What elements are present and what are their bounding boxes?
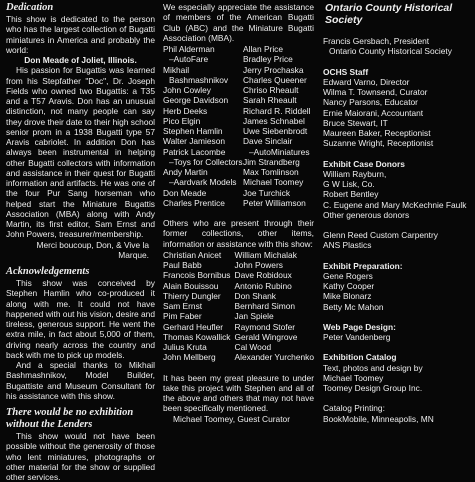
member-name: Stephen Hamlin	[163, 126, 223, 136]
contributor-name: Gerald Wingrove	[234, 331, 298, 342]
lenders-heading: There would be no exhibition without the Lenders	[6, 407, 134, 430]
member-name: Dave Sinclair	[243, 136, 293, 147]
staff-name: Suzanne Wright, Receptionist	[323, 138, 434, 149]
dedication-intro: This show is dedicated to the person who has the largest collection of Bugatti miniatures in America and probably the world:	[6, 14, 155, 55]
member-name: James Schnabel	[243, 115, 305, 126]
member-name: –Aardvark Models	[169, 177, 237, 188]
member-name: Bradley Price	[243, 54, 293, 65]
staff-name: Nancy Parsons, Educator	[323, 97, 418, 108]
contributor-name: John Mellberg	[163, 352, 216, 363]
member-name: Charles Queener	[243, 74, 307, 85]
lenders-text: This show would not have been possible without the generosity of those who lent miniatures, photographs or other material for the show or supplied other services.	[6, 431, 155, 482]
member-name: John Cowley	[163, 85, 211, 95]
preparer-name: Gene Rogers	[323, 270, 373, 281]
acknowledgements-p2: And a special thanks to Mikhail Bashmashnikov, Model Builder, Bugattiste and Museum Consultant for his assistance with this show.	[6, 360, 155, 401]
donor-name: Robert Bentley	[323, 189, 379, 200]
member-name: Pico Elgin	[163, 115, 201, 126]
donor-name: William Rayburn,	[323, 168, 387, 179]
member-name: Jim Strandberg	[243, 156, 300, 167]
closing-note: It has been my great pleasure to under take this project with Stephen and all of the above and others that may not have been specifically mentioned.	[163, 372, 314, 414]
carpentry-block	[323, 230, 473, 251]
contributor-name: Don Shank	[234, 290, 276, 301]
member-name: Chriso Rheault	[243, 85, 299, 95]
contributor-name: Paul Babb	[163, 260, 202, 270]
member-name: Andy Martin	[163, 167, 208, 177]
president-block	[323, 36, 473, 57]
donor-name: G W Lisk, Co.	[323, 179, 375, 189]
club-members-list	[163, 44, 314, 208]
club-members-right	[243, 44, 311, 208]
member-name: Sarah Rheault	[243, 95, 297, 106]
contributor-name: Thomas Kowallick	[163, 331, 231, 342]
others-left	[163, 250, 235, 363]
credit-line: Glenn Reed Custom Carpentry	[323, 230, 438, 240]
member-name: Phil Alderman	[163, 44, 215, 54]
others-intro: Others who are present through their former collections, other items, information or assistance with this show:	[163, 218, 314, 249]
contributor-name: Dave Robidoux	[234, 270, 292, 281]
member-name: Joe Turchick	[243, 187, 291, 198]
contributor-name: Jan Spiele	[234, 311, 274, 322]
others-list	[163, 250, 314, 363]
member-name: –AutoFare	[169, 54, 209, 65]
dedication-body: His passion for Bugattis was learned from his Stepfather "Doc", Dr. Joseph Fields who owned two Bugattis: a T35 and a T57 Aravis. Don has an unusual distinction, not many people can say they drove their date to their high school senior prom in a 1938 Bugatti type 57 Aravis cabriolet. In addition Don has always been instrumental in helping other Bugatti collectors with information and assistance in their quest for Bugatti information and artifacts. He was one of the four Pur Sang horseman who helped start the Miniature Bugattis Association (MBA) along with Andy Martin, its first editor, Sam Ernst and John Powers, treasurer/membership.	[6, 65, 155, 240]
contributor-name: Antonio Rubino	[234, 280, 292, 291]
credit-line: ANS Plastics	[323, 240, 372, 251]
web-design-heading: Web Page Design:	[323, 321, 396, 332]
member-name: Jerry Prochaska	[243, 64, 304, 75]
contributor-name: Alain Bouissou	[163, 280, 219, 291]
others-right	[235, 250, 314, 363]
member-name: Max Tomlinson	[243, 167, 299, 177]
club-members-left	[163, 44, 243, 208]
member-name: –Toys for Collectors	[169, 156, 243, 167]
ochs-staff-heading: OCHS Staff	[323, 66, 369, 77]
preparer-name: Kathy Cooper	[323, 281, 375, 291]
column-credits	[323, 2, 473, 424]
club-thanks-intro: We especially appreciate the assistance of members of the American Bugatti Club (ABC) and the Miniature Bugatti Association (MBA).	[163, 2, 314, 43]
member-name: Allan Price	[243, 44, 284, 54]
acknowledgements-p1: This show was conceived by Stephen Hamlin who co-produced it along with me. It could not have happened with out his vision, desire and tireless, generous support. He went the extra mile, in fact about 5,000 of them, driving nearly across the country and back with me to pick up models.	[6, 278, 155, 360]
catalog-heading: Exhibition Catalog	[323, 352, 397, 363]
member-name: Walter Jamieson	[163, 136, 226, 147]
contributor-name: Bernhard Simon	[234, 301, 296, 311]
member-name: Richard R. Riddell	[243, 105, 311, 116]
ochs-staff-list	[323, 77, 473, 149]
credit-line: Ontario County Historical Society	[329, 46, 452, 57]
staff-name: Edward Varno, Director	[323, 76, 410, 87]
dedication-heading: Dedication	[6, 2, 54, 13]
case-donors-heading: Exhibit Case Donors	[323, 158, 405, 169]
curator-signature: Michael Toomey, Guest Curator	[173, 413, 290, 424]
column-thanks	[163, 2, 314, 424]
credit-line: Text, photos and design by	[323, 362, 423, 373]
member-name: Peter Williamson	[243, 197, 306, 208]
designer-name: Peter Vandenberg	[323, 332, 391, 342]
staff-name: Wilma T. Townsend, Curator	[323, 87, 428, 97]
case-donors-list	[323, 169, 473, 220]
staff-name: Ernie Maiorani, Accountant	[323, 107, 424, 118]
contributor-name: Gerhard Heufler	[163, 321, 224, 332]
donor-name: C. Eugene and Mary McKechnie Faulk	[323, 199, 467, 210]
member-name: Don Meade	[163, 187, 207, 198]
staff-name: Bruce Stewart, IT	[323, 117, 388, 128]
printing-heading: Catalog Printing:	[323, 403, 385, 414]
contributor-name: Christian Anicet	[163, 249, 222, 260]
column-dedication	[6, 2, 155, 482]
member-name: Mikhail	[163, 64, 190, 75]
credit-line: Michael Toomey	[323, 372, 384, 383]
org-title: Ontario County Historical Society	[325, 2, 453, 26]
contributor-name: Julius Kruta	[163, 342, 207, 352]
contributor-name: Thierry Dungler	[163, 290, 221, 301]
member-name: Herb Deeks	[163, 105, 208, 116]
dedication-honoree: Don Meade of Joliet, Illinois.	[24, 55, 137, 65]
member-name: Bashmashnikov	[169, 74, 229, 85]
catalog-credits-list	[323, 363, 473, 394]
dedication-closing: Merci boucoup, Don, & Vive la Marque.	[36, 239, 149, 260]
contributor-name: Alexander Yurchenko	[234, 352, 314, 363]
member-name: Uwe Siebenbrodt	[243, 126, 308, 136]
member-name: Michael Toomey	[243, 177, 304, 188]
preparer-name: Mike Blonarz	[323, 291, 372, 302]
credit-line: BookMobile, Minneapolis, MN	[323, 413, 434, 424]
contributor-name: William Michalak	[234, 249, 297, 260]
preparer-name: Betty Mc Mahon	[323, 301, 384, 312]
acknowledgements-heading: Acknowledgements	[6, 266, 90, 277]
exhibit-prep-list	[323, 271, 473, 312]
donor-name: Other generous donors	[323, 209, 410, 220]
contributor-name: Raymond Stofer	[234, 321, 296, 332]
member-name: Charles Prentice	[163, 197, 225, 208]
exhibit-prep-heading: Exhibit Preparation:	[323, 260, 403, 271]
contributor-name: Sam Ernst	[163, 301, 203, 311]
credit-line: Francis Gersbach, President	[323, 36, 430, 46]
member-name: –AutoMiniatures	[249, 146, 310, 157]
member-name: Patrick Lacombe	[163, 146, 226, 157]
contributor-name: Pim Faber	[163, 311, 202, 322]
staff-name: Maureen Baker, Receptionist	[323, 128, 431, 138]
credit-line: Toomey Design Group Inc.	[323, 383, 423, 393]
web-design-list	[323, 332, 473, 342]
contributor-name: Francois Bornibus	[163, 270, 231, 281]
contributor-name: John Powers	[234, 260, 283, 270]
contributor-name: Cal Wood	[234, 342, 272, 352]
printing-list	[323, 414, 473, 424]
member-name: George Davidson	[163, 95, 229, 106]
